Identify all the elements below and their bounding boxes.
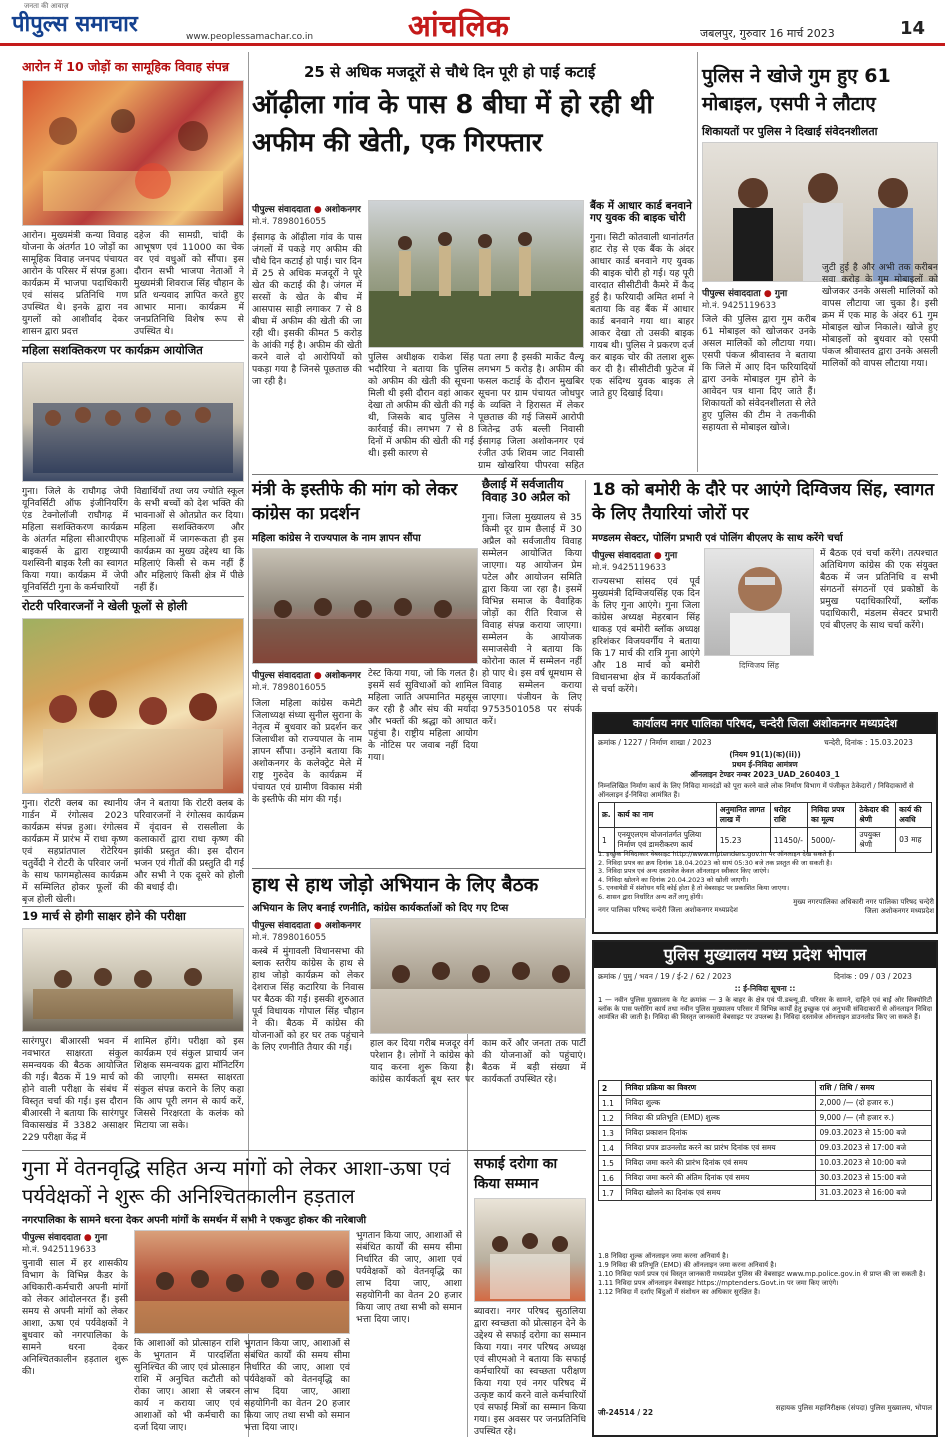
column-rule bbox=[585, 480, 586, 940]
mahila-body-1: गुना। जिले के राघौगढ़ जेपी यूनिवर्सिटी ऑफ इंजीनियरिंग एंड टेक्नोलॉजी राघौगढ़ में महिला सशक्तिकरण कार्यक्रम के अंतर्गत महिला सीआरपीएफ बाइकर्स के द्वारा राष्ट्रव्यापी यशस्विनी बाइक रैली का स्वागत किया गया। कार्यक्रम में जेपी यूनिवर्सिटी गुना के कर्मचारियों bbox=[22, 486, 128, 593]
vivah-body-1: आरोन। मुख्यमंत्री कन्या विवाह योजना के अंतर्गत 10 जोड़ों का सामूहिक विवाह जनपद पंचायत आरोन के परिसर में संपन्न हुआ। कार्यक्रम में भाजपा पदाधिकारी एवं सांसद प्रतिनिधि गण उपस्थित थे। इनके द्वारा नव युगलों को आशीर्वाद देकर शासन द्वारा प्रदत्त bbox=[22, 230, 128, 337]
table-row bbox=[599, 1171, 932, 1186]
afeem-headline: ऑढ़ीला गांव के पास 8 बीघा में हो रही थी अफीम की खेती, एक गिरफ्तार bbox=[252, 90, 654, 158]
table-cell: 11450/- bbox=[770, 828, 807, 853]
divider bbox=[22, 340, 244, 341]
congress-body-1: जिला महिला कांग्रेस कमेटी जिलाध्यक्ष संध्या सुनील सुराना के नेतृत्व में बुधवार को प्रदर्शन कर जिलाधीश को राज्यपाल के नाम ज्ञापन सौंपा। उन्होंने बताया कि अशोकनगर के कलेक्ट्रेट मेले में राष्ट्र गुरुदेव के कार्यक्रम में पंचायत एवं ग्रामीण विकास मंत्री के इस्तीफे की मांग की गई। bbox=[252, 698, 362, 805]
bike-headline: बैंक में आधार कार्ड बनवाने गए युवक की बाइक चोरी bbox=[590, 200, 692, 225]
asha-body-2b: भुगतान किया जाए, आशाओं से संबंधित कार्यों की समय सीमा निर्धारित की जाए, आशा एवं पर्यवेक्षकों को वेतनवृद्धि का लाभ दिया जाए, आशा सहयोगिनी का वेतन 20 हजार किया जाए तथा सभी को समान भत्ता दिया जाए। bbox=[244, 1338, 350, 1433]
congress-mobile: मो.नं. 7898016055 bbox=[252, 683, 327, 693]
newspaper-logo: पीपुल्स समाचार bbox=[12, 11, 138, 37]
notice1-th: ठेकेदार की श्रेणी bbox=[856, 803, 896, 828]
vivah-body-2: दहेज की सामग्री, चांदी के आभूषण एवं 11000 का चेक वर एवं वधुओं को सौंपा। इस दौरान सभी भाजपा नेताओं ने मुख्यमंत्री शिवराज सिंह चौहान के प्रति धन्यवाद ज्ञापित करते हुए आभार माना। कार्यक्रम में जनप्रतिनिधि विशेष रूप से उपस्थित थे। bbox=[134, 230, 244, 337]
afeem-body-3: पता लगा है इसकी मार्केट वैल्यू लगभग 5 करोड़ है। अफीम की फसल कटाई के दौरान मुखबिर सूचना पर ग्राम पंचायत जोधपुर के व्यक्ति ने हिरासत में लेकर पूछताछ की गई जिसमें आरोपी जितेन्द्र उर्फ बल्ली निवासी ईसागढ़ जिला अशोकनगर एवं रंजीत उर्फ शिवम जाट निवासी ग्राम खोखरिया पीपरवा सहित bbox=[478, 352, 584, 470]
congress-photo-art bbox=[253, 549, 478, 664]
notice1-intro: निम्नलिखित निर्माण कार्य के लिए निविदा मानदंडों को पूरा करने वाले लोक निर्माण विभाग में पंजीकृत ठेकेदारों / निविदाकारों से ऑनलाइन ई-निविदा आमंत्रित हैं। bbox=[598, 782, 914, 799]
pariksha-body-2: शामिल होंगे। परीक्षा को इस कार्यक्रम एवं संकुल प्राचार्य जन शिक्षक समन्वयक द्वारा मॉनिटरिंग की जाएगी। समस्त साक्षरता संकुल संपन्न कराने के लिए कहा कि आप पूरी लगन से कार्य करें, जिससे निरक्षरता के कलंक को मिटाया जा सके। bbox=[134, 1036, 244, 1131]
holi-photo-art bbox=[23, 619, 244, 794]
divider bbox=[252, 868, 586, 869]
notice1-sign-left: नगर पालिका परिषद चन्देरी जिला अशोकनगर मध्यप्रदेश bbox=[598, 906, 738, 914]
table-cell: 09.03.2023 से 17:00 बजे bbox=[816, 1141, 932, 1156]
afeem-body-1: ईसागढ़ के ऑढ़ीला गांव के पास जंगलों में पकड़े गए अफीम की चौथे दिन कटाई हो पाई। चार दिन में 25 से अधिक मजदूरों ने पूरे खेत की कटाई की है। जंगल में सरसों के खेत के बीच में आसपास साड़ी लगाकर 7 से 8 बीघा में अफीम की खेती की जा रही थी। इसकी कीमत 5 करोड़ के आंकी गई है। अफीम की खेती करने वाले दो आरोपियों को पकड़ा गया है जिनसे पूछताछ की जा रही है। bbox=[252, 232, 362, 387]
wedding-photo-art bbox=[23, 81, 244, 226]
mobile-body-1: जिले की पुलिस द्वारा गुम करीब 61 मोबाइल को खोजकर उनके असल मालिकों को लौटाया गया। एसपी पंकज श्रीवास्तव ने बताया कि जिले में आए दिन फरियादियों द्वारा उनके मोबाइल गुम होने के आवेदन पत्र थाना दिए जाते हैं। शिकायतों को संवेदनशीलता से लेते हुए पुलिस की टीम ने तकनीकी सहायता से मोबाइल खोजे। bbox=[702, 314, 816, 433]
notice1-point: 2. निविदा प्रपत्र का क्रय दिनांक 18.04.2023 को सायं 05:30 बजे तक प्रस्तुत की जा सकती है। bbox=[598, 858, 833, 867]
safai-photo bbox=[474, 1198, 586, 1302]
asha-mobile: मो.नं. 9425119633 bbox=[22, 1245, 97, 1255]
holi-headline: रोटरी परिवारजनों ने खेली फूलों से होली bbox=[22, 599, 188, 613]
table-cell: निविदा प्रकाशन दिनांक bbox=[622, 1126, 816, 1141]
table-row bbox=[599, 1156, 932, 1171]
notice1-sign-right: मुख्य नगरपालिका अधिकारी नगर पालिका परिषद चन्देरी जिला अशोकनगर मध्यप्रदेश bbox=[793, 898, 934, 915]
table-cell: निविदा प्रपत्र डाउनलोड करने का प्रारंभ दिनांक एवं समय bbox=[622, 1141, 816, 1156]
table-cell: 1.2 bbox=[599, 1111, 622, 1126]
haath-headline: हाथ से हाथ जोड़ो अभियान के लिए बैठक bbox=[252, 874, 539, 896]
notice1-th: कार्य की अवधि bbox=[896, 803, 932, 828]
digvijay-mobile: मो.नं. 9425119633 bbox=[592, 563, 667, 573]
asha-body-1: चुनावी साल में हर शासकीय विभाग के विभिन्न कैडर के अधिकारी-कर्मचारी अपनी मांगों को लेकर आंदोलनरत हैं। इसी समय से अपनी मांगों को लेकर आशा, ऊषा एवं पर्यवेक्षकों ने बुधवार को नगरपालिका के सामने धरना देकर अनिश्चितकालीन हड़ताल शुरू की। bbox=[22, 1258, 128, 1377]
logo-tagline: जनता की आवाज़ bbox=[24, 2, 69, 10]
notice2-subject: :: ई-निविदा सूचना :: bbox=[734, 984, 796, 993]
reporter-place: गुना bbox=[94, 1233, 108, 1243]
notice2-ref: क्रमांक / पुमु / भवन / 19 / ई-2 / 62 / 2023 bbox=[598, 972, 732, 981]
mobile-headline: पुलिस ने खोजे गुम हुए 61 मोबाइल, एसपी ने लौटाए bbox=[702, 65, 891, 115]
pariksha-photo bbox=[22, 928, 244, 1032]
page-number: 14 bbox=[900, 18, 926, 39]
notice1-th: धरोहर राशि bbox=[770, 803, 807, 828]
reporter-place: गुना bbox=[774, 289, 788, 299]
notice1-th: अनुमानित लागत लाख में bbox=[716, 803, 770, 828]
notice1-th: निविदा प्रपत्र का मूल्य bbox=[808, 803, 856, 828]
notice2-table bbox=[598, 1080, 932, 1201]
notice2-notes bbox=[598, 1252, 932, 1297]
table-row bbox=[599, 1111, 932, 1126]
mahila-body-2: विद्यार्थियों तथा जय ज्योति स्कूल के सभी बच्चों को देश भक्ति की भावनाओं से ओतप्रोत कर दिया। महिला सशक्तिकरण और महिलाओं में जागरूकता ही इस कार्यक्रम का मुख्य उद्देश्य था कि महिलाएं किसी से कम नहीं हैं और महिलाएं किसी क्षेत्र में पीछे नहीं हैं। bbox=[134, 486, 244, 593]
asha-body-2: कि आशाओं को प्रोत्साहन राशि के भुगतान में पारदर्शिता सुनिश्चित की जाए एवं प्रोत्साहन राशि में अनुचित कटौती को रोका जाए। आशा से जबरन कार्य न कराया जाए एवं आशाओं को भी कर्मचारी का दर्जा दिया जाए। bbox=[134, 1338, 240, 1433]
reporter-place: अशोकनगर bbox=[324, 921, 361, 931]
asha-headline: गुना में वेतनवृद्धि सहित अन्य मांगों को लेकर आशा-ऊषा एवं पर्यवेक्षकों ने शुरू की अनिश्चितकालीन हड़ताल bbox=[22, 1156, 451, 1208]
table-row bbox=[599, 828, 932, 853]
haath-body-2: हाल कर दिया गरीब मजदूर वर्ग परेशान है। लोगों ने कांग्रेस को याद करना शुरू किया है। कांग्रेस कार्यकर्ता बूथ स्तर पर काम करें और जनता तक पार्टी की योजनाओं को पहुंचाएं। बैठक में बड़ी संख्या में कार्यकर्ता उपस्थित रहे। bbox=[370, 1038, 586, 1085]
reporter-place: अशोकनगर bbox=[324, 205, 361, 215]
table-cell: 09.03.2023 से 15:00 बजे bbox=[816, 1126, 932, 1141]
divider bbox=[22, 906, 244, 907]
asha-body-3: भुगतान किया जाए, आशाओं से संबंधित कार्यों की समय सीमा निर्धारित की जाए, आशा एवं पर्यवेक्षकों को वेतनवृद्धि का लाभ दिया जाए, आशा सहयोगिनी का वेतन 20 हजार किया जाए तथा सभी को समान भत्ता दिया जाए। bbox=[356, 1230, 462, 1325]
table-cell: एनयूएलएम योजनांतर्गत पुलिया निर्माण एवं डामरीकरण कार्य bbox=[614, 828, 716, 853]
notice1-point: 6. शासन द्वारा निर्धारित अन्य शर्तें लागू होंगी। bbox=[598, 892, 704, 901]
holi-photo bbox=[22, 618, 244, 794]
congress-photo bbox=[252, 548, 478, 664]
notice2-note: 1.8 निविदा शुल्क ऑनलाइन जमा करना अनिवार्य है। bbox=[598, 1252, 729, 1260]
notice1-ref: क्रमांक / 1227 / निर्माण शाखा / 2023 bbox=[598, 738, 712, 747]
reporter-name: पीपुल्स संवाददाता bbox=[252, 921, 311, 931]
table-cell: 15.23 bbox=[716, 828, 770, 853]
mobile-subhead: शिकायतों पर पुलिस ने दिखाई संवेदनशीलता bbox=[702, 125, 878, 138]
haath-body-1: कस्बे में मुंगावली विधानसभा की ब्लाक स्तरीय कांग्रेस के हाथ से हाथ जोड़ो कार्यक्रम को लेकर देशराज सिंह कटारिया के निवास पर बैठक की गई। इसकी शुरुआत पूर्व विधायक गोपाल सिंह चौहान ने की। बैठक में कांग्रेस की योजनाओं को हर घर तक पहुंचाने के लिए रणनीति तैयार की गई। bbox=[252, 946, 364, 1053]
notice1-heading3: ऑनलाइन टेण्डर नम्बर 2023_UAD_260403_1 bbox=[690, 770, 840, 779]
digvijay-caption: दिग्विजय सिंह bbox=[739, 661, 779, 670]
table-cell: 1 bbox=[599, 828, 615, 853]
mobile-body-2: जुटी हुई है और अभी तक करीबन सवा करोड़ के गुम मोबाइलों को खोजकर उनके असली मालिकों को वापस लौटाया जा चुका है। इसी क्रम में एक माह के अंदर 61 गुम मोबाइल खोज निकाले। खोजे हुए मोबाइलों को बुधवार को एसपी पंकज श्रीवास्तव द्वारा उनके असली मालिकों को वापस लौटाया गया। bbox=[822, 262, 938, 369]
table-cell: 30.03.2023 से 15:00 बजे bbox=[816, 1171, 932, 1186]
haath-byline: पीपुल्स संवाददाता ● अशोकनगर bbox=[252, 921, 361, 931]
safai-headline: सफाई दरोगा का किया सम्मान bbox=[474, 1156, 558, 1192]
digvijay-body-1: राज्यसभा सांसद एवं पूर्व मुख्यमंत्री दिग्विजयसिंह एक दिन के लिए गुना आएंगे। गुना जिला कांग्रेस अध्यक्ष मेहरबान सिंह धाकड़ एवं बमोरी ब्लॉक अध्यक्ष हरिशंकर विजयवर्गीय ने बताया कि 17 मार्च की रात्रि गुना आएंगे और 18 मार्च को बमोरी विधानसभा क्षेत्र में कार्यकर्ताओं से चर्चा करेंगे। bbox=[592, 576, 700, 695]
notice1-th: कार्य का नाम bbox=[614, 803, 716, 828]
notice2-note: 1.11 निविदा प्रपत्र ऑनलाइन वेबसाइट https://mptenders.Govt.in पर जमा किए जाएंगे। bbox=[598, 1279, 839, 1287]
safai-body: ब्यावरा। नगर परिषद सुठालिया द्वारा स्वच्छता को प्रोत्साहन देने के उद्देश्य से सफाई दरोगा का सम्मान किया गया। नगर परिषद अध्यक्ष एवं सीएमओ ने बताया कि सफाई कर्मचारियों का स्वच्छता परीक्षण किया गया एवं नगर परिषद में उत्कृष्ट कार्य करने वाले कर्मचारियों एवं सफाई मित्रों का सम्मान किया गया। इस अवसर पर जनप्रतिनिधि उपस्थित रहे। bbox=[474, 1306, 586, 1436]
vivah-headline: आरोन में 10 जोड़ों का सामूहिक विवाह संपन्न bbox=[22, 59, 229, 74]
digvijay-subhead: मण्डलम सेक्टर, पोलिंग प्रभारी एवं पोलिंग बीएलए के साथ करेंगे चर्चा bbox=[592, 533, 843, 544]
notice2-title: पुलिस मुख्यालय मध्य प्रदेश भोपाल bbox=[594, 942, 936, 968]
digvijay-portrait bbox=[705, 549, 814, 656]
table-cell: 10.03.2023 से 10:00 बजे bbox=[816, 1156, 932, 1171]
haath-subhead: अभियान के लिए बनाई रणनीति, कांग्रेस कार्यकर्ताओं को दिए गए टिप्स bbox=[252, 903, 509, 914]
reporter-name: पीपुल्स संवाददाता bbox=[592, 551, 651, 561]
column-rule bbox=[697, 52, 698, 472]
digvijay-photo bbox=[704, 548, 814, 656]
reporter-place: गुना bbox=[664, 551, 678, 561]
afeem-kicker: 25 से अधिक मजदूरों से चौथे दिन पूरी हो पाई कटाई bbox=[304, 63, 596, 81]
table-row bbox=[599, 1141, 932, 1156]
notice2-table-header bbox=[599, 1081, 932, 1096]
table-cell: 5000/- bbox=[808, 828, 856, 853]
reporter-name: पीपुल्स संवाददाता bbox=[702, 289, 761, 299]
notice1-heading1: (नियम 91(1)(क)(ii)) bbox=[729, 750, 801, 759]
mobile-byline: पीपुल्स संवाददाता ● गुना bbox=[702, 289, 788, 299]
mahila-headline: महिला सशक्तिकरण पर कार्यक्रम आयोजित bbox=[22, 343, 203, 357]
divider bbox=[22, 1150, 586, 1151]
haath-mobile: मो.नं. 7898016055 bbox=[252, 933, 327, 943]
safai-photo-art bbox=[475, 1199, 586, 1302]
table-cell: 1.1 bbox=[599, 1096, 622, 1111]
table-cell: 2,000 /— (दो हजार रु.) bbox=[816, 1096, 932, 1111]
notice1-point: 3. निविदा प्रपत्र एवं अन्य दस्तावेज केवल ऑनलाइन स्वीकार किए जाएंगे। bbox=[598, 867, 770, 875]
notice1-table-header bbox=[599, 803, 932, 828]
notice1-points bbox=[598, 850, 932, 901]
pariksha-photo-art bbox=[23, 929, 244, 1032]
notice2-th: राशि / तिथि / समय bbox=[816, 1081, 932, 1096]
reporter-name: पीपुल्स संवाददाता bbox=[252, 671, 311, 681]
pariksha-body-1: सारंगपुर। बीआरसी भवन में नवभारत साक्षरता संकुल समन्वयक की बैठक आयोजित की गई। बैठक में 19 मार्च को होने वाली परीक्षा के संबंध में विस्तृत चर्चा की गई। इस दौरान बीआरसी ने बताया कि सारंगपुर विकासखंड में 3382 असाक्षर 229 परीक्षा केंद्र में bbox=[22, 1036, 128, 1143]
mobile-mobile: मो.नं. 9425119633 bbox=[702, 301, 777, 311]
afeem-byline: पीपुल्स संवाददाता ● अशोकनगर bbox=[252, 205, 361, 215]
haath-photo-art bbox=[371, 919, 586, 1034]
reporter-name: पीपुल्स संवाददाता bbox=[252, 205, 311, 215]
table-cell: 1.7 bbox=[599, 1186, 622, 1201]
mahila-photo bbox=[22, 362, 244, 482]
asha-subhead: नगरपालिका के सामने धरना देकर अपनी मांगों के समर्थन में सभी ने एकजुट होकर की नारेबाजी bbox=[22, 1215, 367, 1226]
table-cell: 9,000 /— (नौ हजार रु.) bbox=[816, 1111, 932, 1126]
notice2-th: निविदा प्रक्रिया का विवरण bbox=[622, 1081, 816, 1096]
digvijay-headline: 18 को बमोरी के दौरे पर आएंगे दिग्विजय सिंह, स्वागत के लिए तैयारियां जोरों पर bbox=[592, 480, 935, 524]
asha-photo-art bbox=[135, 1231, 350, 1334]
afeem-photo bbox=[368, 200, 584, 348]
notice2-footer-right: सहायक पुलिस महानिरीक्षक (संपदा) पुलिस मुख्यालय, भोपाल bbox=[775, 1404, 932, 1412]
table-cell: 1.3 bbox=[599, 1126, 622, 1141]
table-cell: निविदा जमा करने की अंतिम दिनांक एवं समय bbox=[622, 1171, 816, 1186]
wedding-photo bbox=[22, 80, 244, 226]
notice2-footer-left: जी-24514 / 22 bbox=[598, 1408, 654, 1417]
table-row bbox=[599, 1186, 932, 1201]
bike-body: गुना। सिटी कोतवाली थानांतर्गत हाट रोड़ से एक बैंक के अंदर आधार कार्ड बनवाने गए युवक की बाइक चोरी हो गई। यह पूरी वारदात सीसीटीवी कैमरे में कैद हुई है। फरियादी अमित शर्मा ने बताया कि वह बैंक में आधार कार्ड बनवाने गया था। बाहर आकर देखा तो उसकी बाइक गायब थी। पुलिस ने प्रकरण दर्ज कर बाइक चोर की तलाश शुरू कर दी है। सीसीटीवी फुटेज में एक संदिग्ध युवक बाइक ले जाते हुए दिखाई दिया। bbox=[590, 232, 694, 399]
notice1-point: 1. इच्छुक निविदाकार वेबसाइट http://www.mptenders.gov.in पर ऑनलाइन देख सकते हैं। bbox=[598, 850, 835, 858]
table-cell: 1.5 bbox=[599, 1156, 622, 1171]
notice1-heading2: प्रथम ई-निविदा आमंत्रण bbox=[732, 760, 798, 769]
chhaila-body: गुना। जिला मुख्यालय से 35 किमी दूर ग्राम छैलाई में 30 अप्रैल को सर्वजातीय विवाह सम्मेलन आयोजित किया जाएगा। यह आयोजन प्रेम पटेल और आयोजन समिति द्वारा किया जा रहा है। इसमें विभिन्न समाज के वैवाहिक जोड़ों का रीति रिवाज से विवाह संपन्न कराया जाएगा। सम्मेलन के आयोजक समाजसेवी ने बताया कि कोरोना काल में सम्मेलन नहीं हो पाए थे। इस वर्ष धूमधाम से विवाह सम्मेलन कराया जाएगा। पंजीयन के लिए 9753501058 पर संपर्क करें। bbox=[482, 512, 582, 727]
haath-photo bbox=[370, 918, 586, 1034]
notice1-title: कार्यालय नगर पालिका परिषद, चन्देरी जिला अशोकनगर मध्यप्रदेश bbox=[594, 714, 936, 734]
website-url: www.peoplessamachar.co.in bbox=[186, 32, 314, 42]
table-cell: निविदा जमा करने की प्रारंभ दिनांक एवं समय bbox=[622, 1156, 816, 1171]
notice2-note: 1.10 निविदा फार्म प्रपत्र एवं विस्तृत जानकारी मध्यप्रदेश पुलिस की वेबसाइट www.mp.police.gov.in से प्राप्त की जा सकती है। bbox=[598, 1270, 926, 1278]
digvijay-byline: पीपुल्स संवाददाता ● गुना bbox=[592, 551, 678, 561]
asha-photo bbox=[134, 1230, 350, 1334]
afeem-body-2: पुलिस अधीक्षक राकेश सिंह भदौरिया ने बताया कि पुलिस को अफीम की खेती की सूचना मिली थी इसी दौरान वहां आकर देखा तो अफीम की खेती की गई थी, जिसके बाद पुलिस ने कार्रवाई की। लगभग 7 से 8 दिनों में अफीम की खेती की गई थी। इसी कारण से bbox=[368, 352, 474, 459]
notice1-th: क्र. bbox=[599, 803, 615, 828]
notice1-point: 5. एनवायेडी में संशोधन यदि कोई होता है तो वेबसाइट पर प्रकाशित किया जाएगा। bbox=[598, 884, 790, 892]
section-title: आंचलिक bbox=[408, 9, 509, 44]
asha-byline: पीपुल्स संवाददाता ● गुना bbox=[22, 1233, 108, 1243]
afeem-mobile: मो.नं. 7898016055 bbox=[252, 217, 327, 227]
holi-body-2: जैन ने बताया कि रोटरी क्लब के परिवारजनों ने रंगोत्सव कार्यक्रम में वृंदावन से रासलीला के कलाकारों द्वारा राधा कृष्ण की झांकी प्रस्तुत की। इस दौरान भजन एवं गीतों की प्रस्तुति दी गई और सभी ने एक दूसरे को होली की बधाई दी। bbox=[134, 798, 244, 893]
table-cell: 1.6 bbox=[599, 1171, 622, 1186]
notice2-date: दिनांक : 09 / 03 / 2023 bbox=[834, 972, 912, 981]
holi-body-1: गुना। रोटरी क्लब का स्थानीय गार्डन में रंगोत्सव 2023 कार्यक्रम संपन्न हुआ। रंगोत्सव कार्यक्रम में प्रारंभ में राधा कृष्ण एवं सहप्रांतपाल रोटेरियन चतुर्वेदी ने रोटरी के परिवार जनों के साथ फागमहोत्सव कार्यक्रम में सम्मिलित होकर फूलों की बृज होली खेली। bbox=[22, 798, 128, 904]
mahila-photo-art bbox=[23, 363, 244, 482]
notice1-point: 4. निविदा खोलने का दिनांक 20.04.2023 को खोली जाएगी। bbox=[598, 875, 749, 884]
notice2-note: 1.9 निविदा की प्रतिभूति (EMD) की ऑनलाइन जमा करना अनिवार्य है। bbox=[598, 1261, 777, 1269]
notice2-intro: 1 — नवीन पुलिस मुख्यालय के गेट क्रमांक — 3 के बाहर के क्षेत्र एवं पी.डब्ल्यू.डी. परिसर के सामने, दाहिने एवं बाईं ओर सिक्योरिटी ब्लॉक के पास फ्लोरिंग कार्य तथा नवीन पुलिस मुख्यालय परिसर में विभिन्न कार्यों हेतु इच्छुक एवं अनुभवी संविदाकारों से ऑनलाइन निविदा आमंत्रित की जाती है। निविदा की विस्तृत जानकारी वेबसाइट पर उपलब्ध है। निविदा दस्तावेज ऑनलाइन डाउनलोड किए जा सकते हैं। bbox=[598, 996, 932, 1022]
divider bbox=[22, 596, 244, 597]
table-cell: निविदा शुल्क bbox=[622, 1096, 816, 1111]
reporter-place: अशोकनगर bbox=[324, 671, 361, 681]
notice2-th: 2 bbox=[599, 1081, 622, 1096]
table-cell: उपयुक्त श्रेणी bbox=[856, 828, 896, 853]
table-cell: 31.03.2023 से 16:00 बजे bbox=[816, 1186, 932, 1201]
divider bbox=[252, 474, 938, 475]
congress-byline: पीपुल्स संवाददाता ● अशोकनगर bbox=[252, 671, 361, 681]
dateline: जबलपुर, गुरुवार 16 मार्च 2023 bbox=[700, 27, 835, 40]
notice1-table bbox=[598, 802, 932, 853]
pariksha-headline: 19 मार्च से होगी साक्षर होने की परीक्षा bbox=[22, 909, 186, 923]
mobile-photo bbox=[702, 142, 938, 282]
table-cell: निविदा खोलने का दिनांक एवं समय bbox=[622, 1186, 816, 1201]
congress-subhead: महिला कांग्रेस ने राज्यपाल के नाम ज्ञापन सौंपा bbox=[252, 533, 421, 544]
table-cell: 1.4 bbox=[599, 1141, 622, 1156]
notice2-note: 1.12 निविदा में दर्शाए बिंदुओं में संशोधन का अधिकार सुरक्षित है। bbox=[598, 1288, 761, 1296]
chhaila-headline: छैलाई में सर्वजातीय विवाह 30 अप्रैल को bbox=[482, 477, 570, 505]
congress-headline: मंत्री के इस्तीफे की मांग को लेकर कांग्रेस का प्रदर्शन bbox=[252, 480, 458, 524]
table-cell: निविदा की प्रतिभूति (EMD) शुल्क bbox=[622, 1111, 816, 1126]
afeem-photo-art bbox=[369, 201, 584, 348]
table-row bbox=[599, 1126, 932, 1141]
digvijay-body-2: में बैठक एवं चर्चा करेंगे। तत्पश्चात अतिथिगण कांग्रेस की एक संयुक्त बैठक में जन प्रतिनिधि व सभी संगठनों संगठनों एवं प्रकोष्ठों के प्रमुख पदाधिकारियों, ब्लॉक पदाधिकारी, मंडलम सेक्टर प्रभारी एवं बीएलए के साथ चर्चा करेंगे। bbox=[820, 548, 938, 631]
notice1-date: चन्देरी, दिनांक : 15.03.2023 bbox=[824, 738, 913, 747]
reporter-name: पीपुल्स संवाददाता bbox=[22, 1233, 81, 1243]
table-cell: 03 माह bbox=[896, 828, 932, 853]
table-row bbox=[599, 1096, 932, 1111]
congress-body-2: टेस्ट किया गया, जो कि गलत है। इसमें सर्व सुविधाओं को शामिल महिला जाति अपमानित महसूस कर रही है और संघ की मर्यादा और भक्तों की श्रद्धा को आघात पहुंचा है। राष्ट्रीय महिला आयोग के नोटिस पर जवाब नहीं दिया गया। bbox=[368, 668, 478, 763]
